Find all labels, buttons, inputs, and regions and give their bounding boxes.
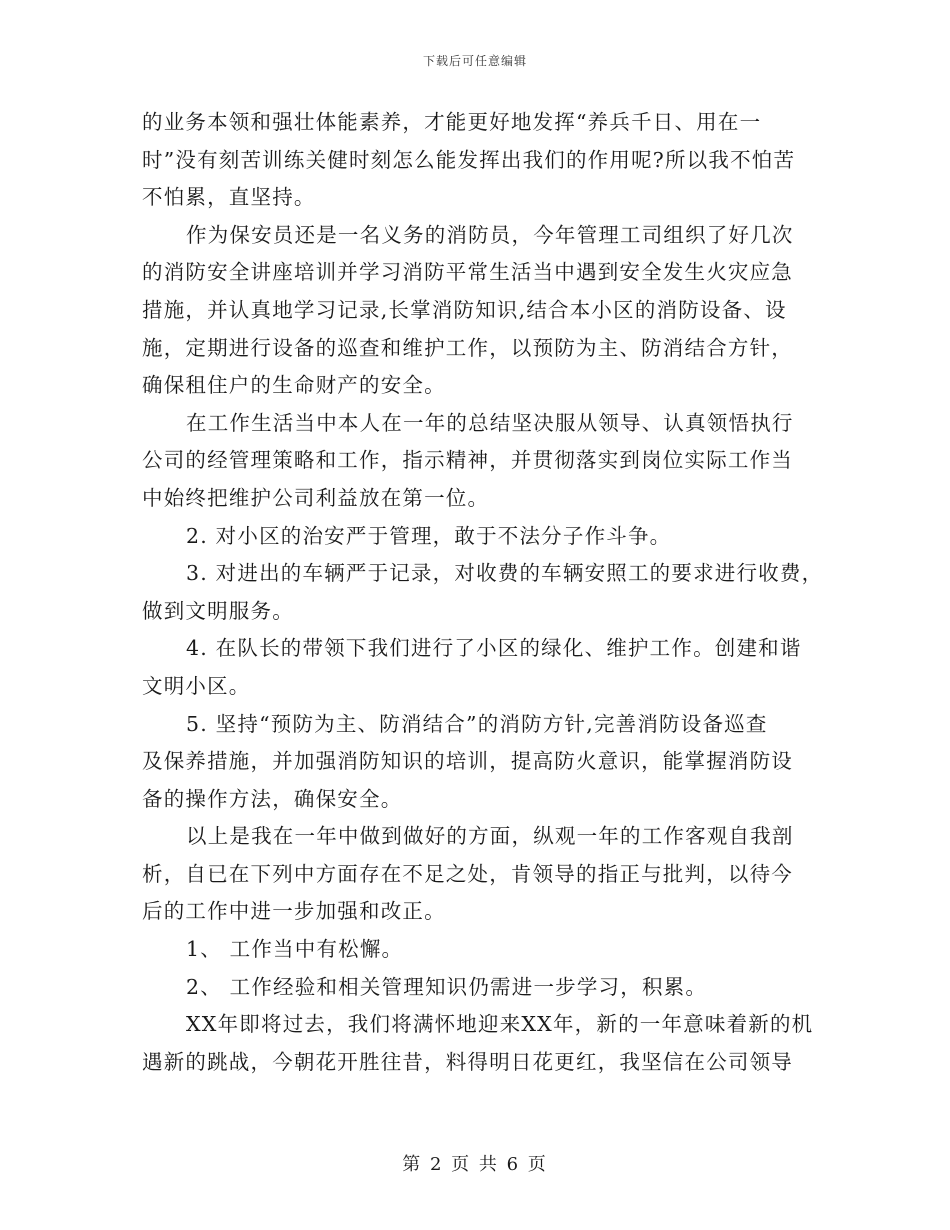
text-line: 中始终把维护公司利益放在第一位。 (142, 485, 490, 510)
text-line: 做到文明服务。 (142, 598, 294, 623)
text-line: 以上是我在一年中做到做好的方面，纵观一年的工作客观自我剖 (186, 824, 794, 849)
text-line: 施，定期进行设备的巡查和维护工作，以预防为主、防消结合方针， (142, 335, 793, 360)
text-line: 在工作生活当中本人在一年的总结坚决服从领导、认真领悟执行 (186, 410, 794, 435)
text-line: 及保养措施，并加强消防知识的培训，提高防火意识，能掌握消防设 (142, 749, 793, 774)
text-line: 后的工作中进一步加强和改正。 (142, 899, 446, 924)
text-line: XX年即将过去，我们将满怀地迎来XX年，新的一年意味着新的机 (186, 1012, 814, 1037)
text-line: 措施，并认真地学习记录,长掌消防知识,结合本小区的消防设备、设 (142, 297, 787, 322)
document-body (142, 104, 822, 1081)
text-line: 析，自已在下列中方面存在不足之处，肯领导的指正与批判，以待今 (142, 861, 793, 886)
text-line: 备的操作方法，确保安全。 (142, 786, 403, 811)
text-line: 5. 坚持“预防为主、防消结合”的消防方针,完善消防设备巡查 (186, 711, 768, 736)
text-line: 确保租住户的生命财产的安全。 (142, 373, 446, 398)
page-number: 第 2 页 共 6 页 (402, 1154, 548, 1175)
text-line: 公司的经管理策略和工作，指示精神，并贯彻落实到岗位实际工作当 (142, 448, 793, 473)
text-line: 1、 工作当中有松懈。 (186, 937, 404, 962)
text-line: 2. 对小区的治安严于管理，敢于不法分子作斗争。 (186, 523, 672, 548)
text-line: 4. 在队长的带领下我们进行了小区的绿化、维护工作。创建和谐 (186, 636, 802, 661)
text-line: 遇新的跳战，今朝花开胜往昔，料得明日花更红，我坚信在公司领导 (142, 1049, 793, 1074)
text-line: 作为保安员还是一名义务的消防员，今年管理工司组织了好几次 (186, 222, 794, 247)
page-header: 下载后可任意编辑 (422, 54, 527, 68)
text-line: 3. 对进出的车辆严于记录，对收费的车辆安照工的要求进行收费， (186, 561, 824, 586)
text-line: 的消防安全讲座培训并学习消防平常生活当中遇到安全发生火灾应急 (142, 260, 793, 285)
text-line: 时”没有刻苦训练关健时刻怎么能发挥出我们的作用呢?所以我不怕苦 (142, 147, 796, 172)
text-line: 的业务本领和强壮体能素养，才能更好地发挥“养兵千日、用在一 (142, 110, 762, 134)
text-line: 文明小区。 (142, 673, 251, 698)
text-line: 2、 工作经验和相关管理知识仍需进一步学习，积累。 (186, 974, 708, 999)
text-line: 不怕累，直坚持。 (142, 185, 316, 210)
